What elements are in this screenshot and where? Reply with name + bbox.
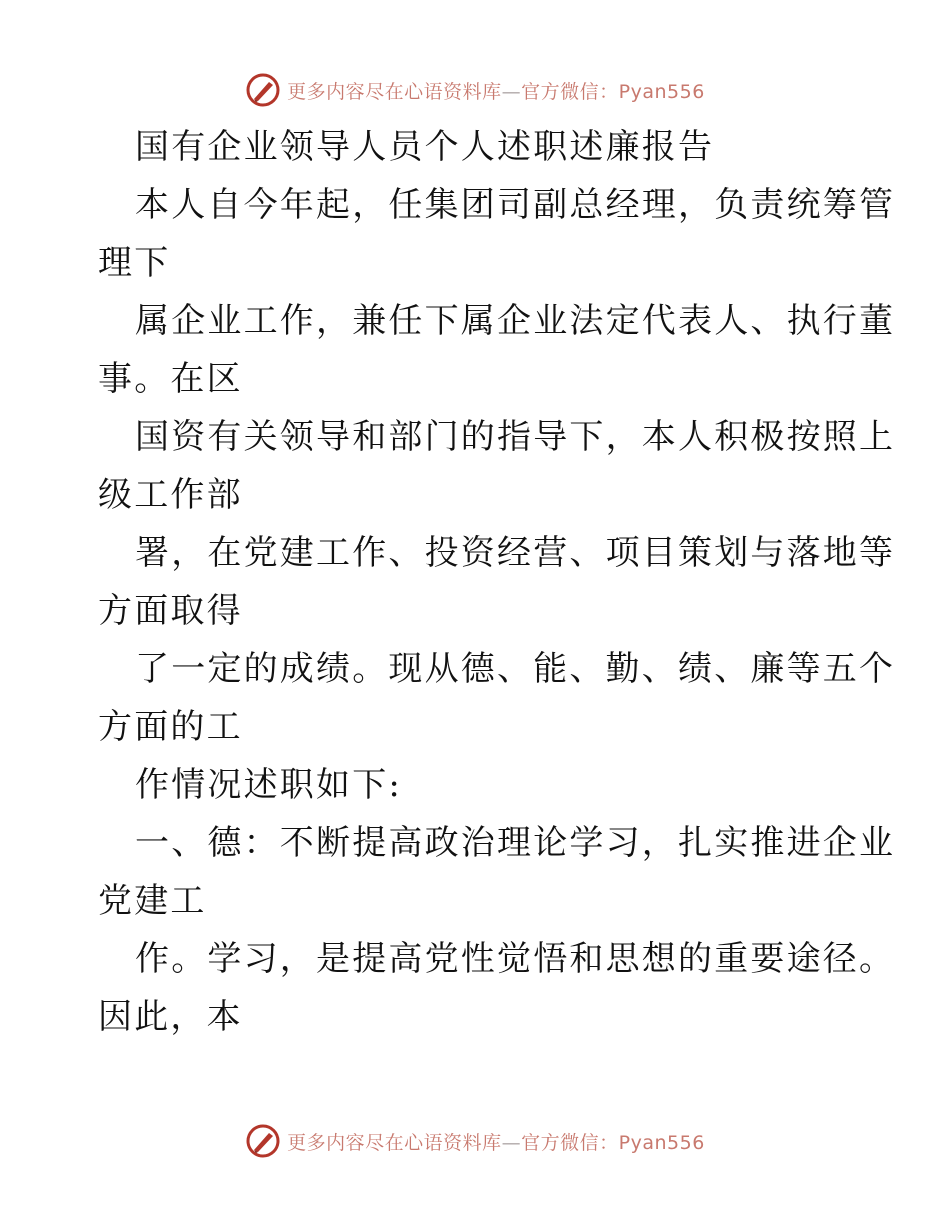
banner-contact-text: 官方微信：Pyan556 (521, 80, 705, 103)
document-title: 国有企业领导人员个人述职述廉报告 (135, 127, 715, 167)
text-line: 理下 (98, 243, 171, 283)
text-line: 作情况述职如下: (135, 765, 403, 805)
header-watermark-banner (0, 70, 950, 110)
text-line: 方面取得 (98, 591, 243, 631)
banner-site-text: 更多内容尽在心语资料库 (287, 1131, 502, 1154)
banner-site-text: 更多内容尽在心语资料库 (287, 80, 502, 103)
text-line: 因此，本 (98, 997, 243, 1037)
banner-text (287, 1128, 705, 1155)
text-line: 一、德：不断提高政治理论学习，扎实推进企业 (135, 823, 896, 863)
text-line: 作。学习，是提高党性觉悟和思想的重要途径。 (135, 939, 896, 979)
footer-watermark-banner (0, 1121, 950, 1161)
text-line: 国资有关领导和部门的指导下，本人积极按照上 (135, 417, 896, 457)
pen-logo-icon (245, 72, 281, 108)
banner-separator: — (501, 80, 522, 103)
text-line: 级工作部 (98, 475, 243, 515)
text-line: 属企业工作，兼任下属企业法定代表人、执行董 (135, 301, 896, 341)
banner-separator: — (501, 1131, 522, 1154)
text-line: 署，在党建工作、投资经营、项目策划与落地等 (135, 533, 896, 573)
text-line: 党建工 (98, 881, 207, 921)
document-body (98, 118, 896, 1046)
text-line: 了一定的成绩。现从德、能、勤、绩、廉等五个 (135, 649, 896, 689)
text-line: 事。在区 (98, 359, 243, 399)
banner-contact-text: 官方微信：Pyan556 (521, 1131, 705, 1154)
text-line: 方面的工 (98, 707, 243, 747)
pen-logo-icon (245, 1123, 281, 1159)
text-line: 本人自今年起，任集团司副总经理，负责统筹管 (135, 185, 896, 225)
banner-text (287, 77, 705, 104)
